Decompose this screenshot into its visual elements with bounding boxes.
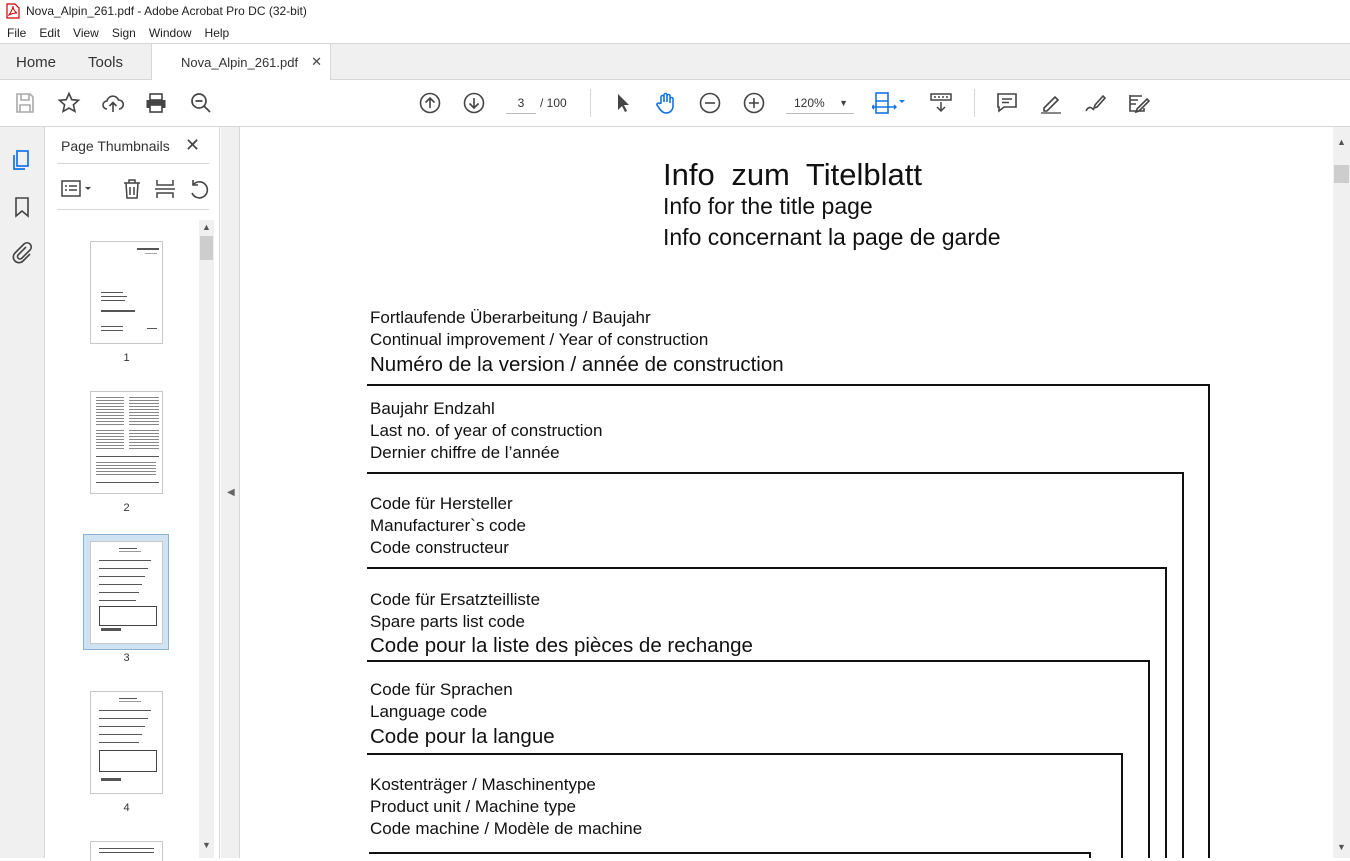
thumbnail-page-number: 4 [123, 802, 130, 814]
zoom-out-icon[interactable] [698, 91, 722, 115]
thumb-line [99, 584, 142, 585]
chevron-down-icon: ▼ [839, 98, 848, 108]
zoom-level-value: 120% [794, 96, 825, 110]
panel-collapse-strip[interactable] [221, 127, 240, 858]
thumb-line [99, 734, 142, 735]
page-thumbnails-panel [45, 127, 220, 858]
menu-help[interactable]: Help [204, 25, 230, 40]
thumb-line [101, 310, 135, 312]
select-cursor-icon[interactable] [610, 91, 634, 115]
section-label-fr: Dernier chiffre de l’année [370, 443, 560, 462]
comment-icon[interactable] [995, 91, 1019, 115]
toolbar-divider [590, 89, 591, 117]
rotate-page-icon[interactable] [187, 177, 211, 201]
menu-edit[interactable]: Edit [39, 25, 61, 40]
title-bar [0, 0, 1350, 22]
section-label-fr: Code machine / Modèle de machine [370, 819, 643, 838]
menu-file[interactable]: File [7, 25, 27, 40]
menu-window[interactable]: Window [148, 25, 192, 40]
tab-document[interactable] [151, 44, 331, 81]
zoom-level-dropdown[interactable] [786, 92, 854, 114]
document-view [241, 127, 1333, 858]
fill-sign-icon[interactable] [1127, 91, 1151, 115]
divider [57, 209, 209, 210]
save-icon[interactable] [13, 91, 37, 115]
section-label-en: Last no. of year of construction [370, 421, 603, 440]
panel-title: Page Thumbnails [61, 138, 170, 154]
thumb-line [99, 718, 148, 719]
thumb-text-block [96, 397, 124, 427]
page-thumbnail-3[interactable] [90, 541, 163, 644]
section-label-fr: Code constructeur [370, 538, 509, 557]
thumb-line [119, 548, 137, 549]
thumb-line [99, 576, 145, 577]
scrollbar-thumb[interactable] [1334, 165, 1349, 183]
page-number-input[interactable]: 3 [506, 92, 536, 114]
divider [57, 163, 209, 164]
thumb-line [119, 551, 141, 552]
section-label-de: Code für Ersatzteilliste [370, 590, 541, 609]
thumb-line [99, 710, 151, 711]
zoom-in-icon[interactable] [742, 91, 766, 115]
scroll-up-icon[interactable]: ▲ [1337, 137, 1346, 147]
main-toolbar [0, 80, 1350, 127]
thumb-line [101, 292, 123, 293]
draw-sign-icon[interactable] [1083, 91, 1107, 115]
thumb-text-block [96, 462, 156, 476]
acrobat-icon [6, 3, 20, 19]
section-label-de: Baujahr Endzahl [370, 399, 495, 418]
attachments-paperclip-icon[interactable] [10, 240, 34, 264]
thumbnail-page-number: 2 [123, 502, 130, 514]
thumb-line [99, 600, 136, 601]
page-fit-icon[interactable] [872, 91, 912, 115]
tab-home[interactable]: Home [16, 53, 57, 71]
collapse-left-icon[interactable]: ◀ [227, 487, 235, 498]
thumb-box [99, 606, 157, 626]
page-subheading-fr: Info concernant la page de garde [663, 224, 1001, 250]
thumb-line [101, 330, 123, 331]
thumb-line [99, 568, 148, 569]
thumb-text-block [129, 430, 159, 450]
thumb-line [99, 848, 154, 849]
thumb-text-block [96, 430, 124, 450]
close-tab-icon[interactable]: ✕ [311, 54, 322, 69]
page-thumbnail-4[interactable] [90, 691, 163, 794]
scroll-up-icon[interactable]: ▲ [202, 222, 211, 232]
scroll-down-icon[interactable]: ▼ [1337, 842, 1346, 852]
highlight-pen-icon[interactable] [1039, 91, 1063, 115]
bookmarks-icon[interactable] [10, 195, 34, 219]
section-label-fr: Code pour la langue [370, 725, 555, 748]
thumb-text-block [129, 397, 159, 427]
page-thumbnails-icon[interactable] [10, 148, 34, 172]
menu-sign[interactable]: Sign [111, 25, 136, 40]
thumb-line [96, 456, 159, 457]
section-label-de: Kostenträger / Maschinentype [370, 775, 596, 794]
tab-tools[interactable]: Tools [88, 53, 124, 71]
section-label-en: Language code [370, 702, 488, 721]
thumb-line [137, 248, 159, 250]
print-icon[interactable] [144, 91, 168, 115]
thumb-box [99, 750, 157, 772]
thumb-line [99, 726, 145, 727]
close-panel-icon[interactable]: ✕ [185, 135, 201, 155]
next-page-icon[interactable] [462, 91, 486, 115]
thumb-line [101, 296, 127, 297]
document-scrollbar[interactable] [1333, 127, 1350, 858]
thumb-line [101, 628, 121, 631]
thumb-line [101, 778, 121, 781]
thumbnail-page-number: 3 [123, 652, 130, 664]
section-label-de: Fortlaufende Überarbeitung / Baujahr [370, 308, 651, 327]
section-label-en: Product unit / Machine type [370, 797, 577, 816]
section-label-en: Manufacturer`s code [370, 516, 526, 535]
thumb-line [119, 698, 137, 699]
delete-page-icon[interactable] [120, 177, 144, 201]
thumb-line [145, 253, 157, 254]
thumb-line [119, 701, 141, 702]
upload-cloud-icon[interactable] [101, 91, 125, 115]
page-count: / 100 [540, 96, 567, 110]
left-navigation-rail [0, 127, 45, 858]
thumb-line [101, 326, 123, 327]
section-label-en: Continual improvement / Year of construction [370, 330, 709, 349]
tab-document-label: Nova_Alpin_261.pdf [181, 55, 299, 70]
section-label-en: Spare parts list code [370, 612, 525, 631]
scrolling-mode-icon[interactable] [929, 91, 953, 115]
section-label-de: Code für Sprachen [370, 680, 513, 699]
scroll-down-icon[interactable]: ▼ [202, 840, 211, 850]
menu-view[interactable]: View [73, 25, 99, 40]
zoom-search-icon[interactable] [189, 91, 213, 115]
options-menu-icon[interactable] [59, 177, 95, 201]
section-label-fr: Code pour la liste des pièces de rechange [370, 634, 753, 657]
thumbnail-page-number: 1 [123, 352, 130, 364]
menu-bar [0, 22, 1350, 43]
thumb-line [101, 300, 125, 301]
previous-page-icon[interactable] [418, 91, 442, 115]
section-label-de: Code für Hersteller [370, 494, 513, 513]
page-thumbnail-5[interactable] [90, 841, 163, 861]
thumb-line [147, 328, 157, 329]
callout-bracket [369, 852, 1091, 858]
toolbar-divider [974, 89, 975, 117]
thumb-line [99, 852, 154, 853]
thumb-line [99, 742, 139, 743]
thumb-line [99, 560, 151, 561]
scrollbar-thumb[interactable] [200, 236, 213, 260]
tab-bar [0, 43, 1350, 80]
star-bookmark-icon[interactable] [57, 91, 81, 115]
thumb-line [96, 482, 159, 483]
page-thumbnail-2[interactable] [90, 391, 163, 494]
hand-tool-icon[interactable] [654, 91, 678, 115]
page-heading: Info zum Titelblatt [663, 157, 922, 192]
page-thumbnail-1[interactable] [90, 241, 163, 344]
insert-page-icon[interactable] [153, 177, 177, 201]
thumb-line [99, 592, 139, 593]
window-title: Nova_Alpin_261.pdf - Adobe Acrobat Pro DC (32-bit) [26, 4, 307, 18]
thumbnails-scrollbar[interactable] [199, 220, 214, 858]
page-subheading-en: Info for the title page [663, 193, 873, 219]
section-label-fr: Numéro de la version / année de construction [370, 353, 784, 376]
